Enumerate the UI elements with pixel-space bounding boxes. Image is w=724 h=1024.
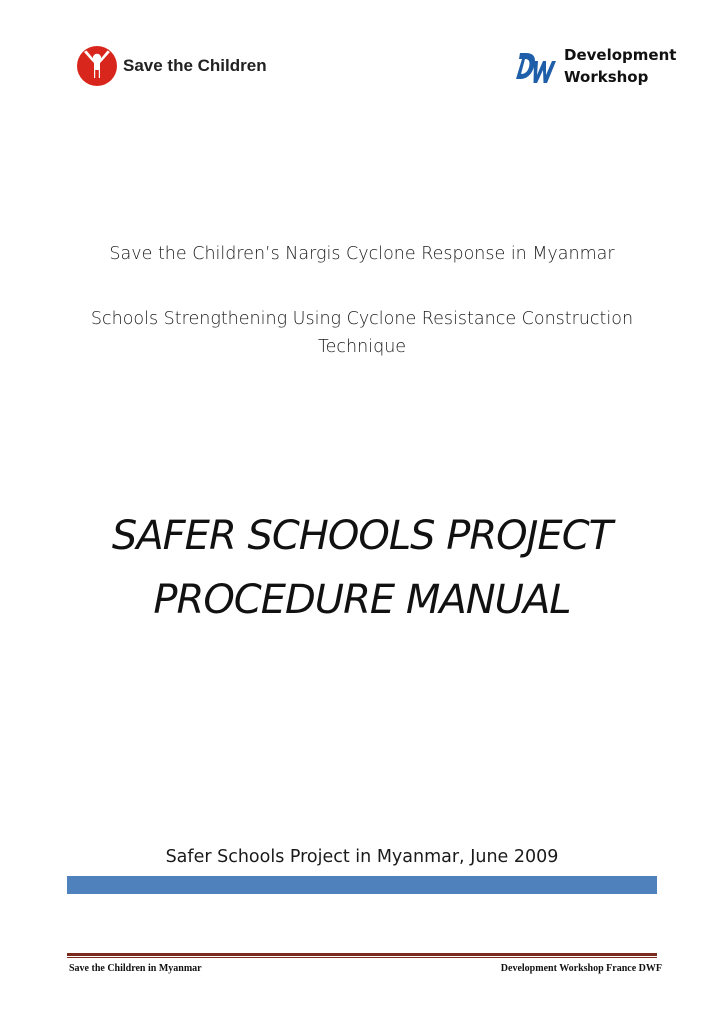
save-the-children-icon: [76, 44, 118, 88]
document-title-line2: PROCEDURE MANUAL: [153, 577, 571, 623]
footer-rule: [67, 953, 657, 956]
document-date-line: Safer Schools Project in Myanmar, June 2009: [165, 847, 559, 867]
footer-rule-thin: [67, 957, 657, 958]
cover-project-description-line1: Schools Strengthening Using Cyclone Resistance Construction: [90, 309, 634, 329]
save-the-children-wordmark: Save the Children: [123, 56, 267, 75]
footer-right-text: Development Workshop France DWF: [500, 963, 662, 974]
footer-left-text: Save the Children in Myanmar: [69, 963, 202, 974]
save-the-children-logo: [76, 44, 267, 88]
development-workshop-wordmark: [564, 44, 676, 88]
cover-project-description: [60, 305, 664, 361]
document-title-line1: SAFER SCHOOLS PROJECT: [111, 513, 613, 559]
accent-bar: [67, 876, 657, 894]
dw-monogram-icon: [516, 45, 556, 87]
dw-wordmark-line1: Development: [564, 46, 677, 64]
cover-project-description-line2: Technique: [317, 337, 407, 357]
development-workshop-logo: [516, 44, 676, 88]
cover-subtitle: Save the Children’s Nargis Cyclone Response in Myanmar: [109, 244, 615, 264]
dw-wordmark-line2: Workshop: [564, 68, 649, 86]
